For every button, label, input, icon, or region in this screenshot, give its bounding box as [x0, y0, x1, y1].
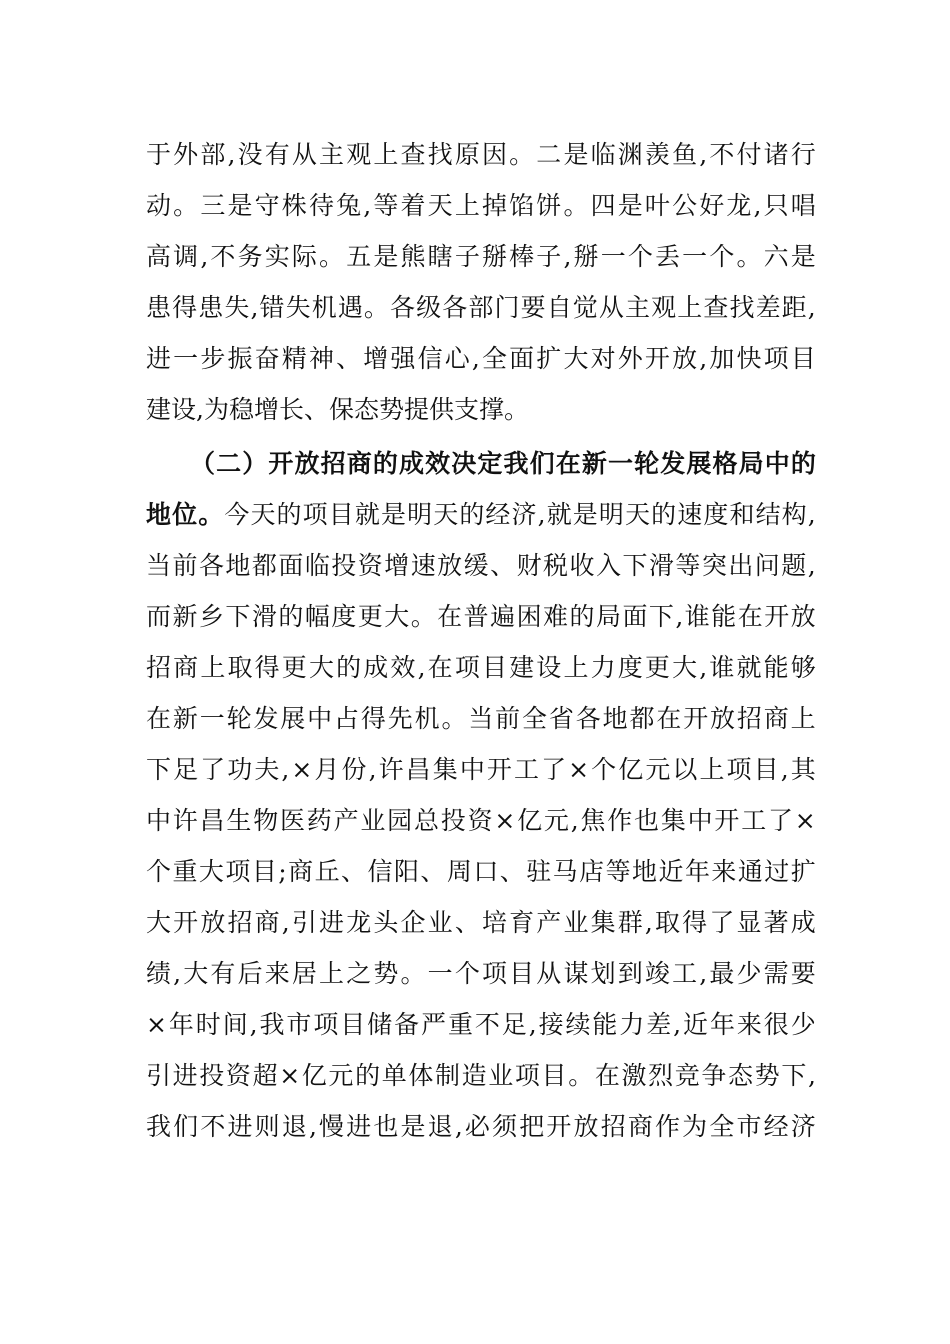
paragraph-2-line-5: 在 新 一 轮 发 展 中 占 得 先 机 。 当 前 全 省 各 地 都 在 开 放 招 商 上	[146, 704, 816, 733]
paragraph-2-line-4: 招 商 上 取 得 更 大 的 成 效 , 在 项 目 建 设 上 力 度 更 大 , 谁 就 能 够	[146, 653, 816, 682]
paragraph-2-line-11: × 年 时 间 , 我 市 项 目 储 备 严 重 不 足 , 接 续 能 力 差 , 近 年 来 很 少	[146, 1010, 816, 1039]
paragraph-2-line-9: 大 开 放 招 商 , 引 进 龙 头 企 业 、 培 育 产 业 集 群 , 取 得 了 显 著 成	[146, 908, 816, 937]
paragraph-2-line-8: 个 重 大 项 目 ; 商 丘 、 信 阳 、 周 口 、 驻 马 店 等 地 近 年 来 通 过 扩	[146, 857, 816, 886]
paragraph-2-line-13: 我 们 不 进 则 退 , 慢 进 也 是 退 , 必 须 把 开 放 招 商 作 为 全 市 经 济	[146, 1112, 816, 1141]
paragraph-1-line-3: 高 调 , 不 务 实 际 。 五 是 熊 瞎 子 掰 棒 子 , 掰 一 个 丢 一 个 。 六 是	[146, 242, 816, 271]
paragraph-2-line-7: 中 许 昌 生 物 医 药 产 业 园 总 投 资 × 亿 元 , 焦 作 也 集 中 开 工 了 ×	[146, 806, 816, 835]
paragraph-2-line-2: 当 前 各 地 都 面 临 投 资 增 速 放 缓 、 财 税 收 入 下 滑 等 突 出 问 题 ,	[146, 551, 816, 580]
paragraph-2-line-3: 而 新 乡 下 滑 的 幅 度 更 大 。 在 普 遍 困 难 的 局 面 下 , 谁 能 在 开 放	[146, 602, 816, 631]
paragraph-2-line-1: 地 位 。 今 天 的 项 目 就 是 明 天 的 经 济 , 就 是 明 天 的 速 度 和 结 构 ,	[146, 500, 816, 529]
paragraph-2-line-12: 引 进 投 资 超 × 亿 元 的 单 体 制 造 业 项 目 。 在 激 烈 竞 争 态 势 下 ,	[146, 1061, 816, 1090]
paragraph-2-line-10: 绩 , 大 有 后 来 居 上 之 势 。 一 个 项 目 从 谋 划 到 竣 工 , 最 少 需 要	[146, 959, 816, 988]
section-heading: （ 二 ） 开 放 招 商 的 成 效 决 定 我 们 在 新 一 轮 发 展 格 局 中 的	[190, 449, 816, 478]
paragraph-1-line-5: 进 一 步 振 奋 精 神 、 增 强 信 心 , 全 面 扩 大 对 外 开 放 , 加 快 项 目	[146, 344, 816, 373]
paragraph-2-line-6: 下 足 了 功 夫 , × 月 份 , 许 昌 集 中 开 工 了 × 个 亿 元 以 上 项 目 , 其	[146, 755, 816, 784]
paragraph-1-line-2: 动 。 三 是 守 株 待 兔 , 等 着 天 上 掉 馅 饼 。 四 是 叶 公 好 龙 , 只 唱	[146, 191, 816, 220]
paragraph-1-line-1: 于 外 部 , 没 有 从 主 观 上 查 找 原 因 。 二 是 临 渊 羡 鱼 , 不 付 诸 行	[146, 140, 816, 169]
paragraph-1-line-4: 患 得 患 失 , 错 失 机 遇 。 各 级 各 部 门 要 自 觉 从 主 观 上 查 找 差 距 ,	[146, 293, 816, 322]
paragraph-1-line-6: 建设,为稳增长、保态势提供支撑。	[146, 395, 529, 424]
